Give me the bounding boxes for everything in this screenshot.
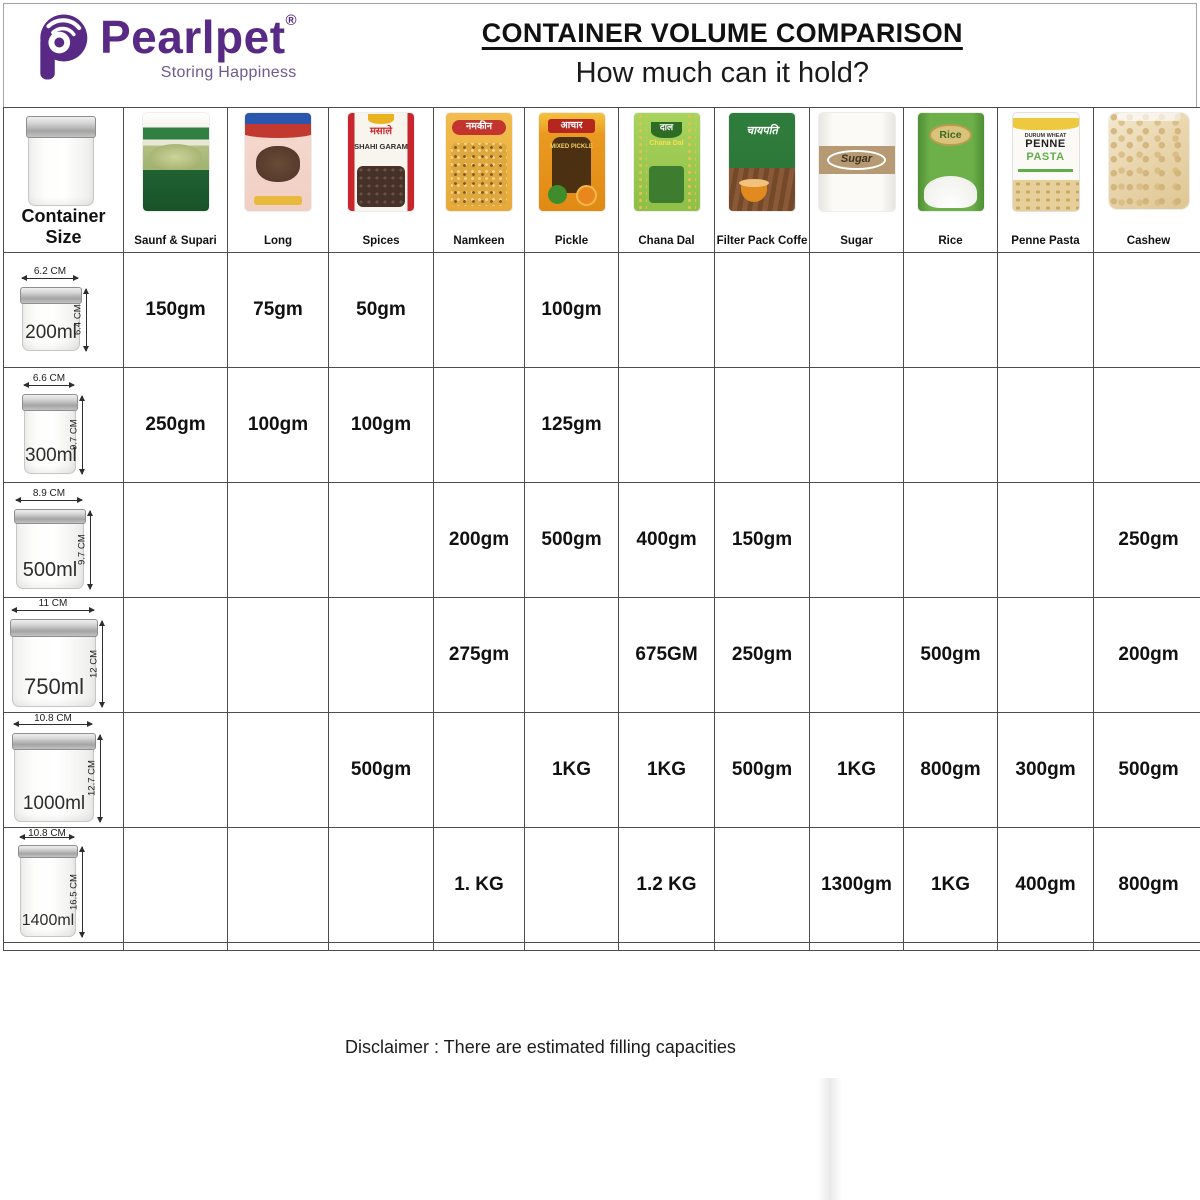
width-arrow xyxy=(24,385,74,386)
container-size-header xyxy=(4,108,123,252)
cell-750ml-saunf-supari xyxy=(124,598,228,713)
cell-1400ml-saunf-supari xyxy=(124,828,228,943)
product-header-row xyxy=(4,108,1200,253)
product-pouch-image-filter-pack-coffe xyxy=(729,113,795,211)
product-pouch-image-penne-pasta xyxy=(1013,113,1079,211)
width-dimension-label: 6.6 CM xyxy=(32,373,66,384)
container-cell-500ml xyxy=(4,483,124,598)
row-500ml xyxy=(4,483,1200,598)
page-title: CONTAINER VOLUME COMPARISON xyxy=(481,18,963,48)
cell-500ml-sugar xyxy=(810,483,904,598)
pouch-text: चायपति xyxy=(746,124,778,137)
product-pouch-image-pickle xyxy=(539,113,605,211)
height-arrow xyxy=(90,511,91,589)
cell-1000ml-penne-pasta: 300gm xyxy=(998,713,1094,828)
cell-500ml-chana-dal: 400gm xyxy=(619,483,715,598)
height-dimension-label: 9.7 CM xyxy=(76,534,88,566)
cell-750ml-cashew: 200gm xyxy=(1094,598,1200,713)
cell-500ml-penne-pasta xyxy=(998,483,1094,598)
cell-300ml-cashew xyxy=(1094,368,1200,483)
cell-300ml-filter-pack-coffe xyxy=(715,368,810,483)
product-pouch-image-long xyxy=(245,113,311,211)
cell-1400ml-namkeen: 1. KG xyxy=(434,828,525,943)
row-1400ml xyxy=(4,828,1200,943)
cell-750ml-spices xyxy=(329,598,434,713)
row-750ml xyxy=(4,598,1200,713)
cell-1000ml-sugar: 1KG xyxy=(810,713,904,828)
cell-200ml-cashew xyxy=(1094,253,1200,368)
width-dimension-label: 10.8 CM xyxy=(28,828,66,839)
comparison-table-container xyxy=(3,107,1197,951)
cell-750ml-rice: 500gm xyxy=(904,598,998,713)
product-header-saunf-supari xyxy=(124,108,228,253)
cell-1400ml-chana-dal: 1.2 KG xyxy=(619,828,715,943)
pouch-text: आचार xyxy=(560,119,583,131)
product-label: Spices xyxy=(362,235,400,247)
height-dimension-label: 12 CM xyxy=(88,650,100,678)
cell-1000ml-pickle: 1KG xyxy=(525,713,619,828)
container-size-label: Container Size xyxy=(21,206,106,247)
cell-300ml-chana-dal xyxy=(619,368,715,483)
container-cell-1400ml xyxy=(4,828,124,943)
width-dimension-label: 8.9 CM xyxy=(32,488,66,499)
background-artifact xyxy=(818,1078,842,1200)
pouch-text: SHAHI GARAM xyxy=(354,142,408,152)
cell-500ml-rice xyxy=(904,483,998,598)
cell-200ml-rice xyxy=(904,253,998,368)
container-cell-200ml xyxy=(4,253,124,368)
product-pouch-image-namkeen xyxy=(446,113,512,211)
height-arrow xyxy=(100,735,101,822)
product-pouch-image-saunf-supari xyxy=(143,113,209,211)
pouch-text: Sugar xyxy=(840,153,873,166)
cell-1400ml-spices xyxy=(329,828,434,943)
cell-300ml-sugar xyxy=(810,368,904,483)
cell-500ml-spices xyxy=(329,483,434,598)
width-dimension-label: 11 CM xyxy=(38,598,68,609)
width-arrow xyxy=(12,610,94,611)
cell-300ml-pickle: 125gm xyxy=(525,368,619,483)
height-dimension-label: 16.5 CM xyxy=(68,874,80,910)
cell-200ml-filter-pack-coffe xyxy=(715,253,810,368)
product-label: Cashew xyxy=(1126,235,1171,247)
width-arrow xyxy=(14,724,92,725)
product-header-chana-dal xyxy=(619,108,715,253)
container-cell-1000ml xyxy=(4,713,124,828)
cell-500ml-filter-pack-coffe: 150gm xyxy=(715,483,810,598)
height-dimension-label: 12.7 CM xyxy=(86,760,98,797)
cell-300ml-saunf-supari: 250gm xyxy=(124,368,228,483)
product-label: Pickle xyxy=(554,235,589,247)
height-arrow xyxy=(102,621,103,707)
cell-750ml-pickle xyxy=(525,598,619,713)
pouch-text: DURUM WHEAT xyxy=(1024,132,1067,139)
volume-label: 500ml xyxy=(22,559,78,581)
jar-lid xyxy=(10,619,98,637)
cell-1400ml-sugar: 1300gm xyxy=(810,828,904,943)
cell-750ml-filter-pack-coffe: 250gm xyxy=(715,598,810,713)
pouch-text: Rice xyxy=(939,128,962,141)
height-dimension-label: 9.7 CM xyxy=(68,419,80,451)
cell-1000ml-filter-pack-coffe: 500gm xyxy=(715,713,810,828)
width-dimension-label: 10.8 CM xyxy=(34,713,72,724)
container-cell-750ml xyxy=(4,598,124,713)
volume-label: 750ml xyxy=(24,674,84,699)
row-1000ml xyxy=(4,713,1200,828)
jar-graphic xyxy=(16,509,84,589)
cell-1000ml-saunf-supari xyxy=(124,713,228,828)
cell-200ml-spices: 50gm xyxy=(329,253,434,368)
width-arrow xyxy=(20,837,74,838)
product-label: Rice xyxy=(938,235,963,247)
cell-1000ml-chana-dal: 1KG xyxy=(619,713,715,828)
product-header-pickle xyxy=(525,108,619,253)
product-label: Sugar xyxy=(840,235,873,247)
height-arrow xyxy=(82,847,83,937)
cell-1400ml-filter-pack-coffe xyxy=(715,828,810,943)
cell-1000ml-namkeen xyxy=(434,713,525,828)
pouch-text: मसाले xyxy=(369,125,393,137)
cell-200ml-sugar xyxy=(810,253,904,368)
product-pouch-image-cashew xyxy=(1109,113,1189,209)
pouch-text: नमकीन xyxy=(466,121,492,133)
cell-1000ml-rice: 800gm xyxy=(904,713,998,828)
product-label: Namkeen xyxy=(453,235,505,247)
cell-200ml-penne-pasta xyxy=(998,253,1094,368)
cell-750ml-sugar xyxy=(810,598,904,713)
cell-750ml-namkeen: 275gm xyxy=(434,598,525,713)
container-size-header-cell xyxy=(4,108,124,253)
cell-200ml-saunf-supari: 150gm xyxy=(124,253,228,368)
product-pouch-image-spices xyxy=(348,113,414,211)
cell-500ml-pickle: 500gm xyxy=(525,483,619,598)
product-header-cashew xyxy=(1094,108,1200,253)
product-label: Chana Dal xyxy=(638,235,695,247)
height-arrow xyxy=(82,396,83,474)
product-pouch-image-rice xyxy=(918,113,984,211)
cell-500ml-saunf-supari xyxy=(124,483,228,598)
pouch-text: PENNE xyxy=(1025,138,1066,151)
row-200ml xyxy=(4,253,1200,368)
pearlpet-logo-icon xyxy=(34,12,90,82)
cell-750ml-chana-dal: 675GM xyxy=(619,598,715,713)
jar-graphic xyxy=(14,733,94,822)
jar-lid xyxy=(12,733,96,750)
cell-300ml-namkeen xyxy=(434,368,525,483)
product-label: Filter Pack Coffe xyxy=(716,235,808,247)
brand-tagline: Storing Happiness xyxy=(160,64,297,81)
partial-bottom-row xyxy=(4,943,1200,951)
registered-trademark-symbol: ® xyxy=(285,12,297,29)
cell-200ml-long: 75gm xyxy=(228,253,329,368)
page-subtitle: How much can it hold? xyxy=(575,57,869,89)
cell-500ml-namkeen: 200gm xyxy=(434,483,525,598)
pearlpet-logo xyxy=(34,12,297,82)
cell-500ml-long xyxy=(228,483,329,598)
pouch-text: MIXED PICKLE xyxy=(550,144,593,151)
volume-label: 300ml xyxy=(25,445,77,466)
product-pouch-image-sugar xyxy=(819,113,895,211)
volume-label: 1000ml xyxy=(22,793,86,814)
cell-1000ml-cashew: 500gm xyxy=(1094,713,1200,828)
brand-name: Pearlpet xyxy=(100,11,286,63)
product-header-sugar xyxy=(810,108,904,253)
row-300ml xyxy=(4,368,1200,483)
product-header-namkeen xyxy=(434,108,525,253)
product-header-filter-pack-coffe xyxy=(715,108,810,253)
cell-1400ml-rice: 1KG xyxy=(904,828,998,943)
cell-1400ml-long xyxy=(228,828,329,943)
header-band xyxy=(3,3,1197,107)
cell-1400ml-pickle xyxy=(525,828,619,943)
cell-500ml-cashew: 250gm xyxy=(1094,483,1200,598)
cell-750ml-long xyxy=(228,598,329,713)
container-cell-300ml xyxy=(4,368,124,483)
volume-label: 1400ml xyxy=(21,912,75,929)
volume-comparison-table xyxy=(3,107,1200,951)
width-arrow xyxy=(16,500,82,501)
cell-300ml-spices: 100gm xyxy=(329,368,434,483)
cell-300ml-penne-pasta xyxy=(998,368,1094,483)
height-dimension-label: 6.4 CM xyxy=(72,304,84,336)
product-header-long xyxy=(228,108,329,253)
pouch-text: Chana Dal xyxy=(649,140,684,148)
product-header-spices xyxy=(329,108,434,253)
product-label: Long xyxy=(263,235,293,247)
pouch-text: PASTA xyxy=(1026,151,1065,164)
width-dimension-label: 6.2 CM xyxy=(33,266,67,277)
brand-text-block xyxy=(100,11,297,82)
cell-1400ml-cashew: 800gm xyxy=(1094,828,1200,943)
pouch-text: दाल xyxy=(659,122,674,133)
product-label: Penne Pasta xyxy=(1011,235,1080,247)
jar-lid xyxy=(26,116,96,138)
cell-200ml-namkeen xyxy=(434,253,525,368)
cell-1000ml-spices: 500gm xyxy=(329,713,434,828)
cell-750ml-penne-pasta xyxy=(998,598,1094,713)
width-arrow xyxy=(22,278,78,279)
product-label: Saunf & Supari xyxy=(134,235,217,247)
volume-label: 200ml xyxy=(25,322,77,343)
cell-300ml-long: 100gm xyxy=(228,368,329,483)
height-arrow xyxy=(86,289,87,351)
jar-graphic xyxy=(12,619,96,707)
disclaimer-text: Disclaimer : There are estimated filling capacities xyxy=(345,1037,736,1057)
cell-1400ml-penne-pasta: 400gm xyxy=(998,828,1094,943)
title-block xyxy=(297,12,1178,90)
cell-1000ml-long xyxy=(228,713,329,828)
product-header-rice xyxy=(904,108,998,253)
cell-300ml-rice xyxy=(904,368,998,483)
cell-200ml-chana-dal xyxy=(619,253,715,368)
product-pouch-image-chana-dal xyxy=(634,113,700,211)
product-header-penne-pasta xyxy=(998,108,1094,253)
cell-200ml-pickle: 100gm xyxy=(525,253,619,368)
container-jar-image xyxy=(28,116,94,206)
